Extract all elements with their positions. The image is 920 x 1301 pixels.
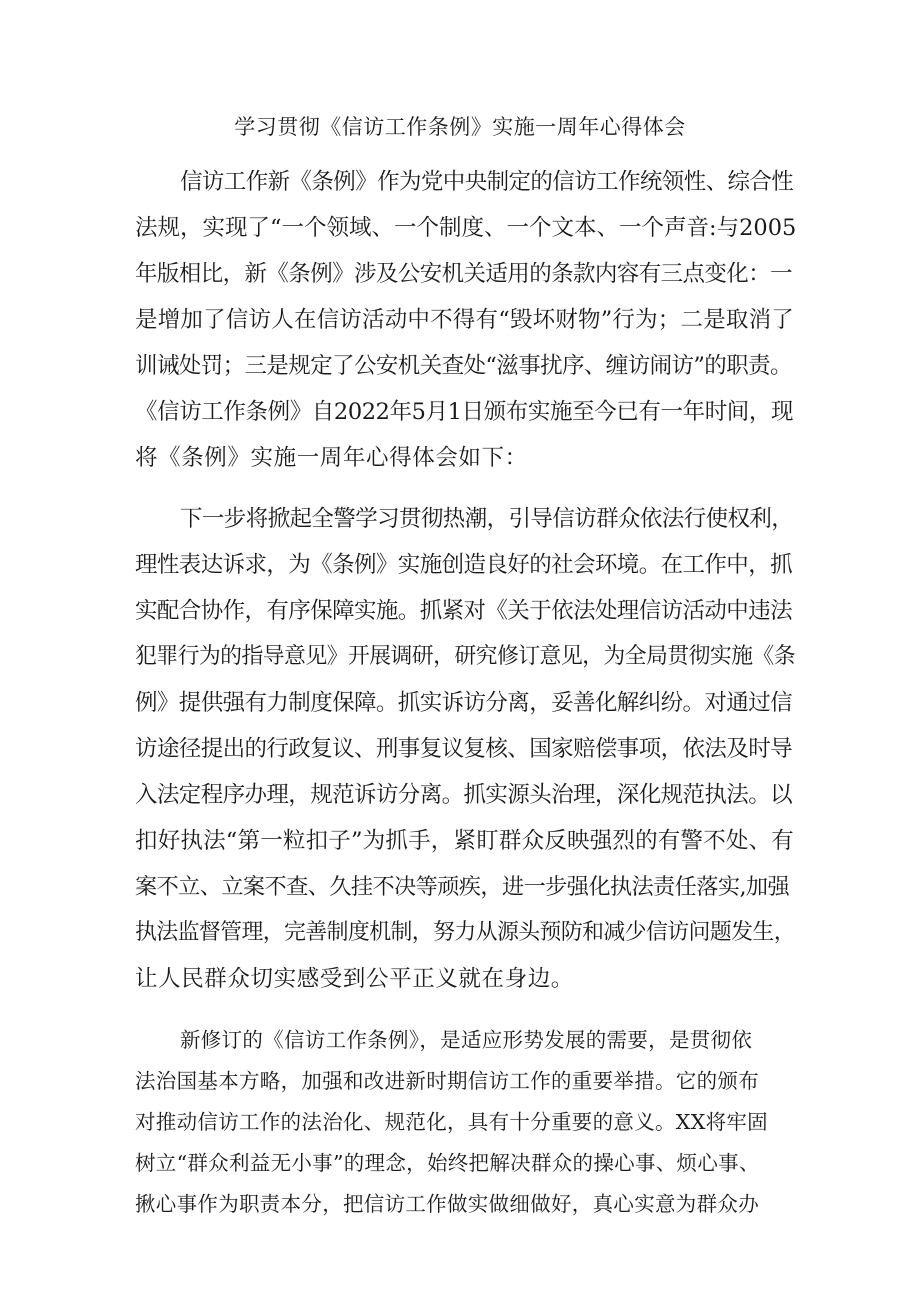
paragraph-2-line: 扣好执法“第一粒扣子”为抓手，紧盯群众反映强烈的有警不处、有 <box>135 828 795 854</box>
paragraph-2-line: 犯罪行为的指导意见》开展调研，研究修订意见，为全局贯彻实施《条 <box>135 644 796 669</box>
paragraph-3-line: 揪心事作为职责本分，把信访工作做实做细做好，真心实意为群众办 <box>135 1192 759 1216</box>
paragraph-2-line: 访途径提出的行政复议、刑事复议复核、国家赔偿事项，依法及时导 <box>135 736 793 762</box>
paragraph-2-line: 例》提供强有力制度保障。抓实诉访分离，妥善化解纠纷。对通过信 <box>135 690 793 716</box>
paragraph-2-line: 下一步将掀起全警学习贯彻热潮，引导信访群众依法行使权利， <box>180 506 794 532</box>
paragraph-2-line: 理性表达诉求，为《条例》实施创造良好的社会环境。在工作中，抓 <box>135 552 793 578</box>
paragraph-1-line: 《信访工作条例》自2022年5月1日颁布实施至今已有一年时间，现 <box>135 399 794 425</box>
paragraph-1-line: 信访工作新《条例》作为党中央制定的信访工作统领性、综合性 <box>180 169 794 195</box>
document-title: 学习贯彻《信访工作条例》实施一周年心得体会 <box>234 115 686 139</box>
paragraph-1-line: 年版相比，新《条例》涉及公安机关适用的条款内容有三点变化：一 <box>135 261 793 287</box>
paragraph-1-line: 将《条例》实施一周年心得体会如下： <box>135 445 528 471</box>
paragraph-3-line: 对推动信访工作的法治化、规范化，具有十分重要的意义。XX将牢固 <box>135 1110 768 1134</box>
paragraph-2-line: 让人民群众切实感受到公平正义就在身边。 <box>135 966 574 992</box>
paragraph-1-line: 训诫处罚；三是规定了公安机关查处“滋事扰序、缠访闹访”的职责。 <box>135 353 792 379</box>
paragraph-3-line: 树立“群众利益无小事”的理念，始终把解决群众的操心事、烦心事、 <box>135 1151 760 1175</box>
paragraph-3-line: 法治国基本方略，加强和改进新时期信访工作的重要举措。它的颁布 <box>135 1069 759 1093</box>
paragraph-2-line: 执法监督管理，完善制度机制，努力从源头预防和减少信访问题发生， <box>135 920 796 945</box>
paragraph-1-line: 法规，实现了“一个领域、一个制度、一个文本、一个声音:与2005 <box>135 215 797 241</box>
paragraph-2-line: 入法定程序办理，规范诉访分离。抓实源头治理，深化规范执法。以 <box>135 782 793 808</box>
paragraph-1-line: 是增加了信访人在信访活动中不得有“毁坏财物”行为；二是取消了 <box>135 307 795 333</box>
paragraph-2-line: 实配合协作，有序保障实施。抓紧对《关于依法处理信访活动中违法 <box>135 598 793 624</box>
paragraph-3-line: 新修订的《信访工作条例》，是适应形势发展的需要，是贯彻依 <box>180 1028 753 1052</box>
paragraph-2-line: 案不立、立案不查、久挂不决等顽疾，进一步强化执法责任落实,加强 <box>135 874 790 900</box>
